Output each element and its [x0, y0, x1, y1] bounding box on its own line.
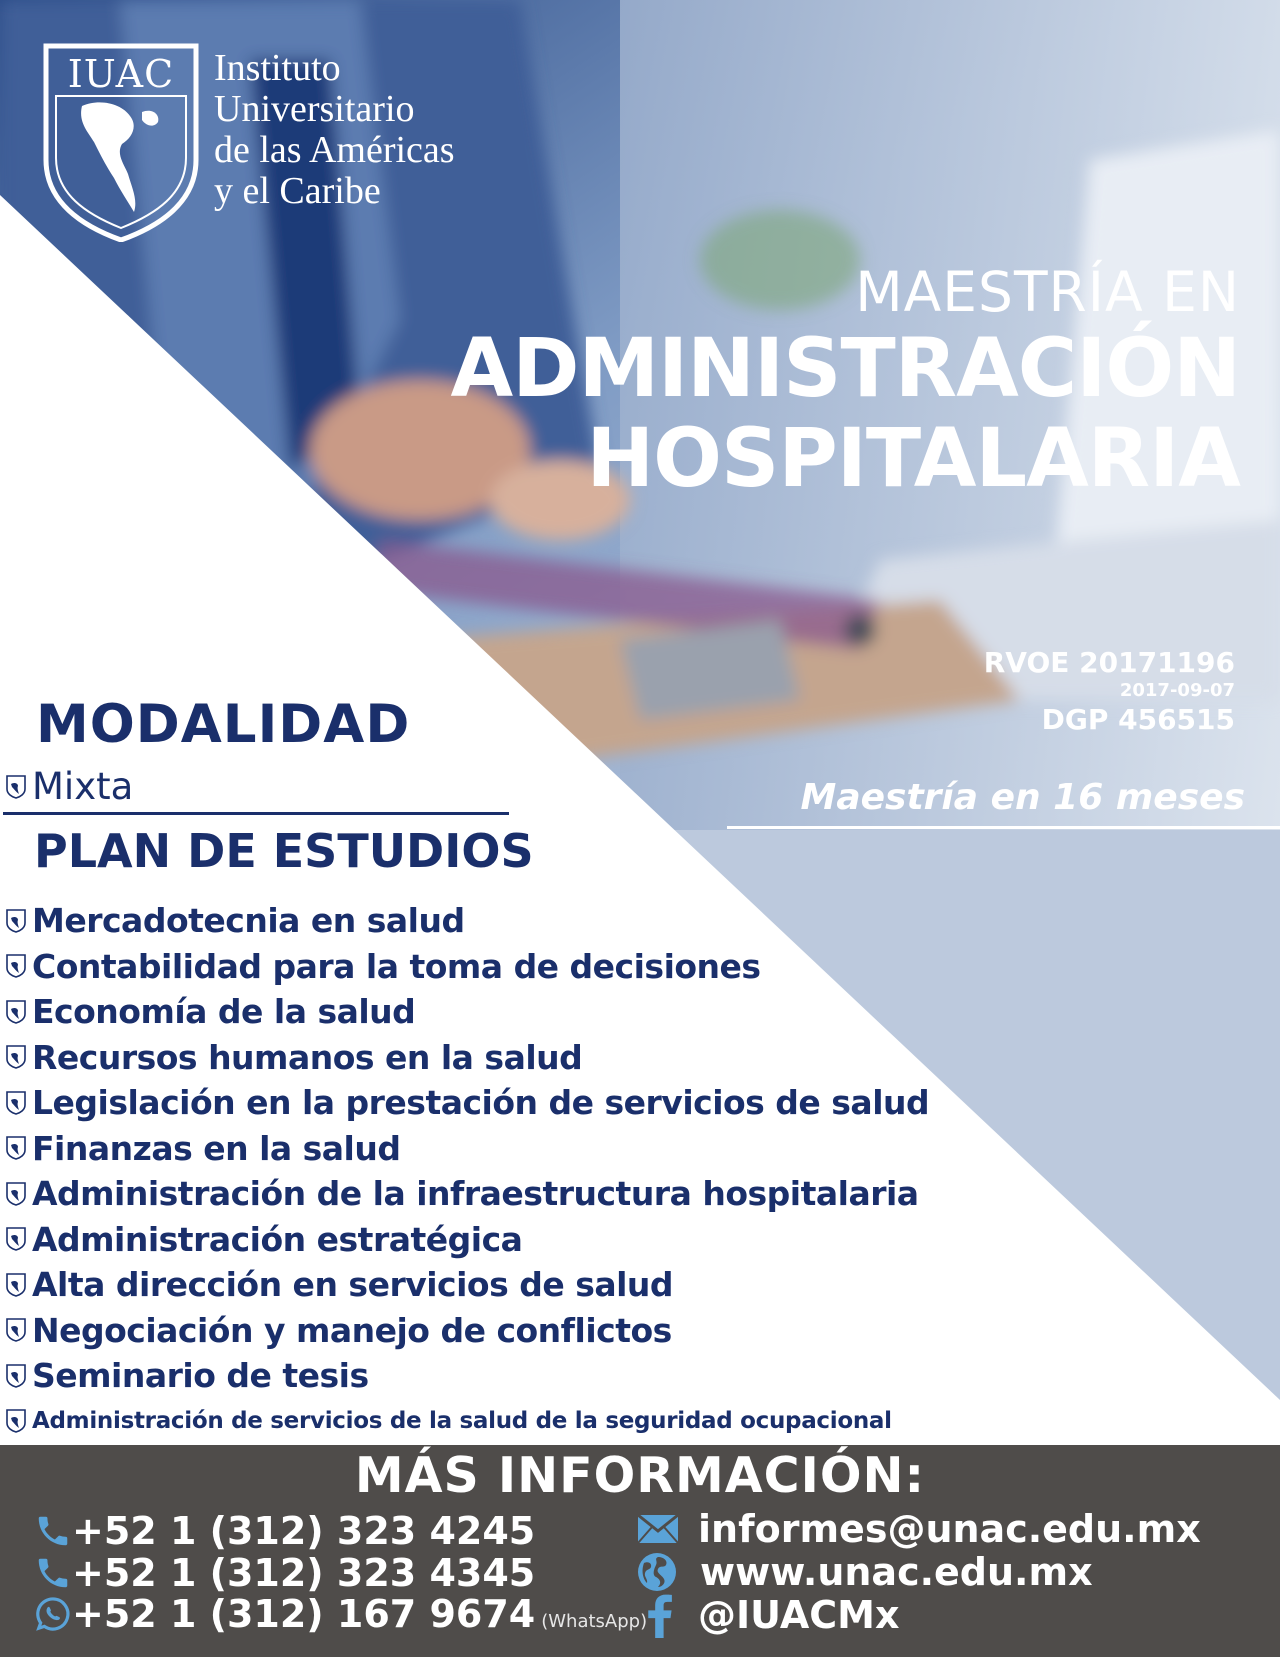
bullet-shield-icon: [6, 1091, 26, 1115]
list-item-label: Finanzas en la salud: [32, 1128, 401, 1168]
program-duration: Maestría en 16 meses: [800, 777, 1245, 818]
list-item-label: Alta dirección en servicios de salud: [32, 1265, 674, 1305]
phone-number-1: +52 1 (312) 323 4245: [72, 1509, 536, 1553]
rvoe-code: RVOE 20171196: [983, 646, 1235, 679]
list-item-label: Negociación y manejo de conflictos: [32, 1310, 672, 1350]
list-item: [6, 1035, 929, 1081]
facebook-icon: [642, 1592, 676, 1638]
plan-list: [6, 898, 929, 1444]
program-title: [451, 260, 1240, 504]
list-item: [6, 1399, 929, 1445]
bullet-shield-icon: [6, 1182, 26, 1206]
website-url: www.unac.edu.mx: [700, 1550, 1093, 1594]
bullet-shield-icon: [6, 1136, 26, 1160]
list-item-label: Legislación en la prestación de servicios de salud: [32, 1083, 930, 1123]
whatsapp-note: (WhatsApp): [541, 1610, 648, 1632]
list-item: [6, 1217, 929, 1263]
bullet-shield-icon: [6, 1273, 26, 1297]
modalidad-value-row: [6, 765, 133, 808]
bullet-shield-icon: [6, 1364, 26, 1388]
phone-contact-1[interactable]: [34, 1509, 535, 1553]
list-item: [6, 1308, 929, 1354]
divider: [3, 812, 509, 815]
dgp-code: DGP 456515: [1041, 703, 1235, 736]
phone-number-2: +52 1 (312) 323 4345: [72, 1551, 536, 1595]
phone-icon: [34, 1554, 72, 1592]
list-item-label: Contabilidad para la toma de decisiones: [32, 946, 761, 986]
list-item-label: Administración de la infraestructura hospitalaria: [32, 1174, 919, 1214]
bullet-shield-icon: [6, 1318, 26, 1342]
logo-acronym: IUAC: [67, 52, 175, 96]
bullet-shield-icon: [6, 954, 26, 978]
list-item: [6, 1262, 929, 1308]
footer-title: MÁS INFORMACIÓN:: [354, 1447, 926, 1504]
bullet-shield-icon: [6, 909, 26, 933]
list-item-label: Recursos humanos en la salud: [32, 1037, 583, 1077]
institution-name-line: de las Américas: [214, 129, 455, 171]
list-item-label: Administración de servicios de la salud de la seguridad ocupacional: [32, 1408, 892, 1435]
institution-name: [214, 48, 455, 212]
list-item-label: Economía de la salud: [32, 992, 416, 1032]
facebook-handle: @IUACMx: [698, 1593, 900, 1637]
rvoe-date: 2017-09-07: [1119, 680, 1235, 701]
list-item-label: Seminario de tesis: [32, 1356, 369, 1396]
whatsapp-contact[interactable]: [34, 1592, 647, 1636]
list-item: [6, 989, 929, 1035]
phone-icon: [34, 1512, 72, 1550]
email-icon: [636, 1511, 680, 1547]
accreditation-block: [984, 646, 1235, 738]
divider: [727, 826, 1280, 829]
institution-name-line: Universitario: [214, 88, 415, 130]
email-address: informes@unac.edu.mx: [698, 1507, 1201, 1551]
list-item-label: Administración estratégica: [32, 1219, 523, 1259]
list-item: [6, 898, 929, 944]
bullet-shield-icon: [6, 1227, 26, 1251]
list-item: [6, 1353, 929, 1399]
list-item: [6, 1171, 929, 1217]
phone-contact-2[interactable]: [34, 1551, 535, 1595]
bullet-shield-icon: [6, 775, 26, 799]
website-contact[interactable]: [636, 1550, 1093, 1594]
institution-logo: [42, 42, 602, 242]
program-title-line3: HOSPITALARIA: [586, 412, 1240, 506]
program-title-line1: MAESTRÍA EN: [855, 260, 1240, 324]
email-contact[interactable]: [636, 1507, 1201, 1551]
program-title-line2: ADMINISTRACIÓN: [450, 322, 1240, 416]
institution-name-line: y el Caribe: [214, 170, 381, 212]
whatsapp-icon: [34, 1595, 72, 1633]
bullet-shield-icon: [6, 1409, 26, 1433]
bullet-shield-icon: [6, 1045, 26, 1069]
list-item: [6, 944, 929, 990]
globe-icon: [636, 1551, 678, 1593]
list-item: [6, 1126, 929, 1172]
list-item-label: Mercadotecnia en salud: [32, 901, 465, 941]
whatsapp-number: +52 1 (312) 167 9674: [72, 1592, 536, 1636]
facebook-contact[interactable]: [636, 1592, 899, 1638]
list-item: [6, 1080, 929, 1126]
institution-name-line: Instituto: [214, 47, 341, 89]
plan-heading: PLAN DE ESTUDIOS: [34, 824, 534, 878]
bullet-shield-icon: [6, 1000, 26, 1024]
modalidad-heading: MODALIDAD: [36, 694, 411, 755]
modalidad-value: Mixta: [32, 765, 134, 808]
